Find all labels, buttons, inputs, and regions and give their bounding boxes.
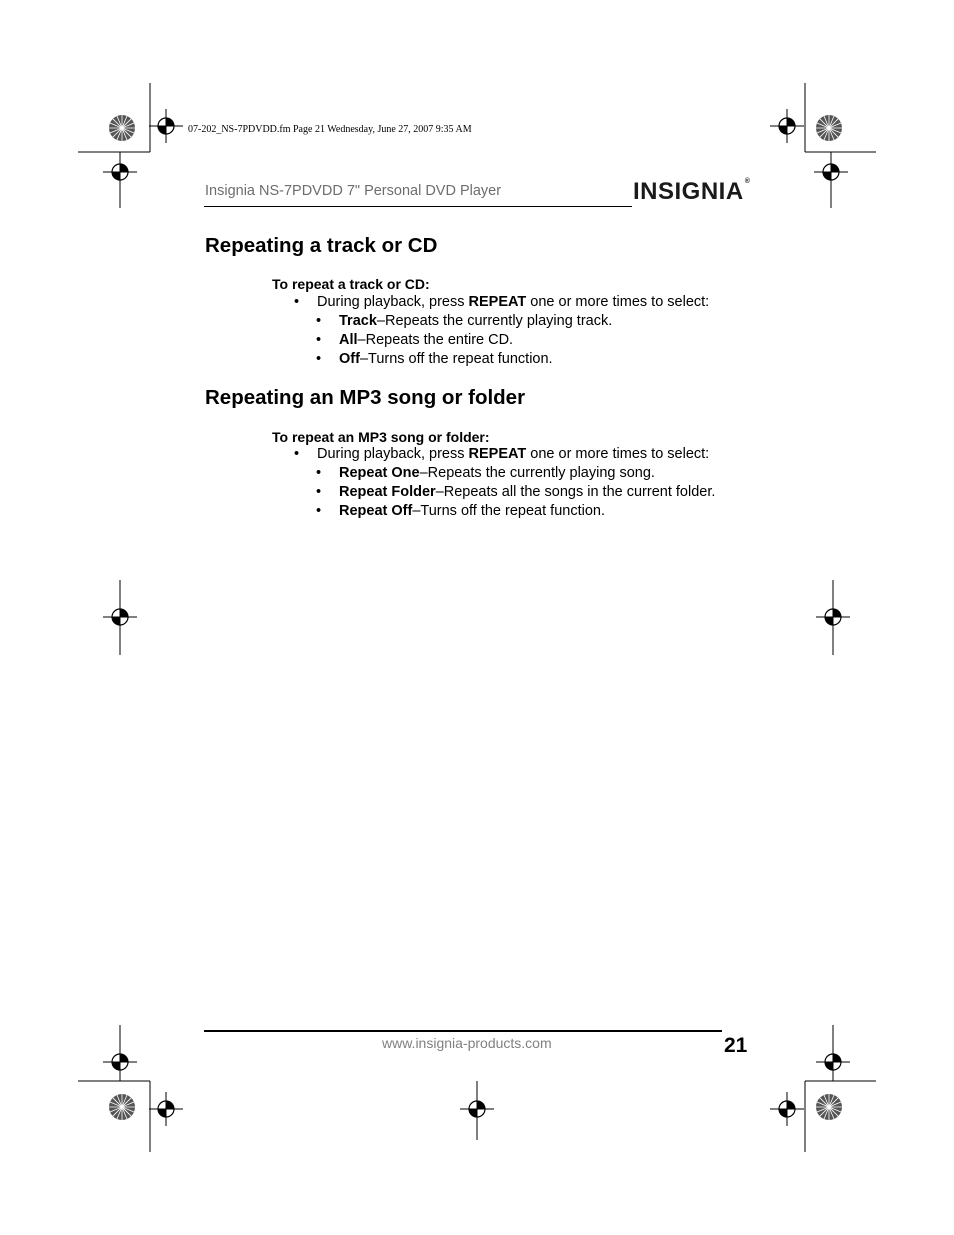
option-name: Track xyxy=(339,313,377,329)
bullet: • xyxy=(316,332,322,348)
repeat-key: REPEAT xyxy=(468,294,527,310)
bullet: • xyxy=(294,446,300,462)
step-text-end: one or more times to select: xyxy=(526,446,710,462)
option-desc: –Repeats the entire CD. xyxy=(357,332,514,348)
procedure-heading: To repeat an MP3 song or folder: xyxy=(272,429,490,445)
bullet: • xyxy=(316,313,322,329)
option-item xyxy=(316,465,655,481)
section-title: Repeating an MP3 song or folder xyxy=(205,386,526,409)
option-item xyxy=(316,351,553,367)
procedure-heading: To repeat a track or CD: xyxy=(272,276,430,292)
option-desc: –Turns off the repeat function. xyxy=(412,503,605,519)
option-desc: –Turns off the repeat function. xyxy=(359,351,553,367)
repeat-key: REPEAT xyxy=(468,446,527,462)
option-item xyxy=(316,313,612,329)
option-name: Repeat Folder xyxy=(339,484,436,500)
step-item xyxy=(294,446,709,462)
bullet: • xyxy=(316,351,322,367)
bullet: • xyxy=(316,503,322,519)
option-item xyxy=(316,332,513,348)
page-number: 21 xyxy=(724,1034,748,1057)
bullet: • xyxy=(316,465,322,481)
option-name: Off xyxy=(339,351,360,367)
step-text: During playback, press xyxy=(317,294,469,310)
insignia-logo xyxy=(633,178,750,206)
print-info: 07-202_NS-7PDVDD.fm Page 21 Wednesday, June 27, 2007 9:35 AM xyxy=(188,124,472,135)
step-text: During playback, press xyxy=(317,446,469,462)
option-name: All xyxy=(339,332,358,348)
step-text-end: one or more times to select: xyxy=(526,294,710,310)
option-name: Repeat One xyxy=(339,465,420,481)
option-name: Repeat Off xyxy=(339,503,413,519)
option-item xyxy=(316,484,715,500)
registered-mark: ® xyxy=(744,178,751,185)
section-title: Repeating a track or CD xyxy=(205,234,438,257)
option-item xyxy=(316,503,605,519)
running-header: Insignia NS-7PDVDD 7" Personal DVD Player xyxy=(205,183,502,199)
option-desc: –Repeats all the songs in the current folder. xyxy=(435,484,716,500)
bullet: • xyxy=(294,294,300,310)
header-rule xyxy=(204,206,632,207)
step-item xyxy=(294,294,709,310)
logo-text: INSIGNIA xyxy=(633,178,744,205)
footer-rule xyxy=(204,1030,722,1032)
option-desc: –Repeats the currently playing track. xyxy=(376,313,613,329)
footer-url: www.insignia-products.com xyxy=(382,1035,552,1051)
option-desc: –Repeats the currently playing song. xyxy=(419,465,655,481)
bullet: • xyxy=(316,484,322,500)
